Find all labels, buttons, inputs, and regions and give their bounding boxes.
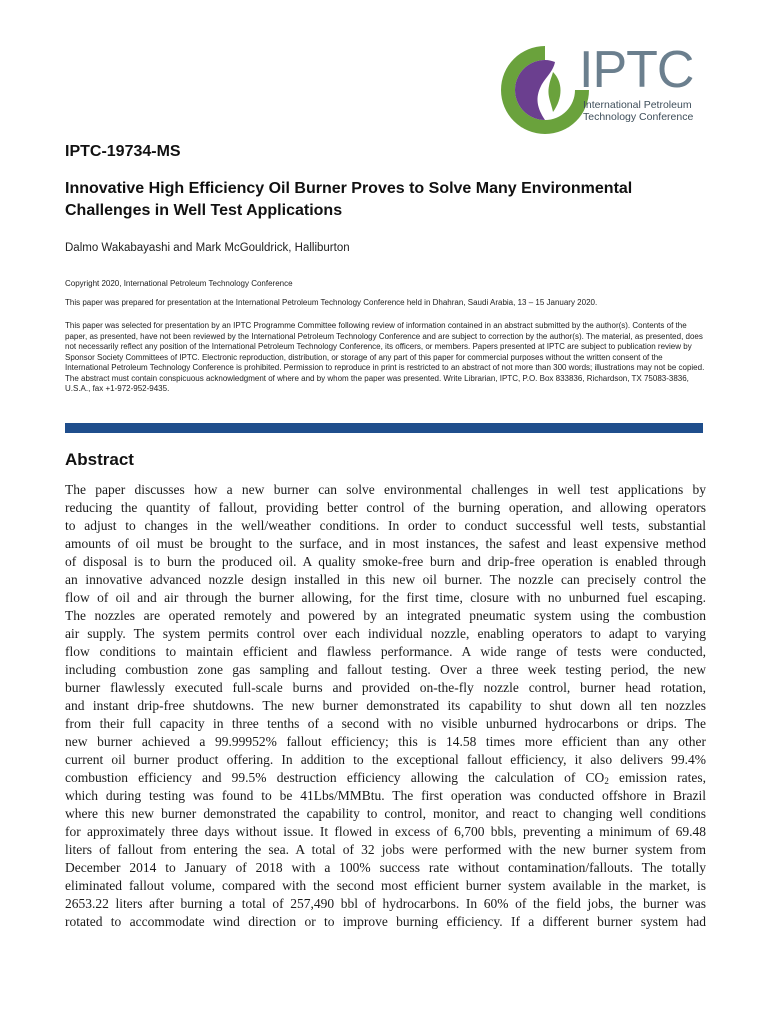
copyright-notice: Copyright 2020, International Petroleum Technology Conference [65,279,293,288]
abstract-line-co2 [65,769,706,787]
iptc-logo [497,42,712,138]
abstract-line: 2653.22 liters after burning a total of 257,490 bbl of hydrocarbons. In 60% of the field jobs, the burner was [65,896,706,911]
abstract-line: where this new burner demonstrated the capability to control, monitor, and react to changing well conditions [65,806,706,821]
presentation-notice: This paper was prepared for presentation at the International Petroleum Technology Conference held in Dhahran, Saudi Arabia, 13 – 15 January 2020. [65,298,598,307]
abstract-line: air supply. The system permits control over each individual nozzle, enabling operators to adapt to varying [65,626,706,641]
abstract-line: burner flawlessly executed full-scale burns and provided on-the-fly nozzle control, burner head rotation, [65,680,706,695]
abstract-line: which during testing was found to be 41Lbs/MMBtu. The first operation was conducted offshore in Brazil [65,788,706,803]
abstract-line: for approximately three days without issue. It flowed in excess of 6,700 bbls, preventing a minimum of 69.48 [65,824,706,839]
abstract-line: of disposal is to burn the produced oil. A quality smoke-free burn and drip-free operation is enabled through [65,554,706,569]
logo-subtitle-line-2: Technology Conference [583,111,694,123]
abstract-heading: Abstract [65,450,134,469]
co2-subscript: 2 [604,776,609,786]
abstract-line: current oil burner product offering. In addition to the exceptional fallout efficiency, it also delivers 99.4% [65,752,706,767]
abstract-line: flow of oil and air through the burner allowing, for the first time, closure with no unburned fuel escaping. [65,590,706,605]
abstract-line-co2-tail: emission rates, [608,770,706,785]
abstract-line: amounts of oil must be brought to the surface, and in most instances, the safest and least expensive method [65,536,706,551]
abstract-line: and instant drip-free shutdowns. The new burner demonstrated its capability to shut down all ten nozzles [65,698,706,713]
abstract-line: The paper discusses how a new burner can solve environmental challenges in well test applications by [65,482,706,497]
abstract-line: rotated to accommodate wind direction or to improve burning efficiency. If a different burner system had [65,914,706,929]
review-notice: This paper was selected for presentation by an IPTC Programme Committee following review of information contained in an abstract submitted by the author(s). Contents of the paper, as presented, have not been reviewed by the International Petroleum Technology Conference and are subject to correction by the author(s). The material, as presented, does not necessarily reflect any position of the International Petroleum Technology Conference, its officers, or members. Papers presented at IPTC are subject to publication review by Sponsor Society Committees of IPTC. Electronic reproduction, distribution, or storage of any part of this paper for commercial purposes without the written consent of the International Petroleum Technology Conference is prohibited. Permission to reproduce in print is restricted to an abstract of not more than 300 words; illustrations may not be copied. The abstract must contain conspicuous acknowledgment of where and by whom the paper was presented. Write Librarian, IPTC, P.O. Box 833836, Richardson, TX 75083-3836, U.S.A., fax +1-972-952-9435. [65,321,705,393]
abstract-line: flow conditions to maintain efficient and flawless performance. A wide range of tests were conducted, [65,644,706,659]
abstract-line: from their full capacity in three tenths of a second with no visible unburned hydrocarbons or drips. The [65,716,706,731]
abstract-line: eliminated fallout volume, compared with the second most efficient burner system available in the market, is [65,878,706,893]
abstract-line: December 2014 to January of 2018 with a 100% success rate without contamination/fallouts. The totally [65,860,706,875]
abstract-line: The nozzles are operated remotely and powered by an integrated pneumatic system using the combustion [65,608,706,623]
abstract-line-co2-head: combustion efficiency and 99.5% destruction efficiency allowing the calculation of CO [65,770,605,785]
abstract-line: liters of fallout from entering the sea. A total of 32 jobs were performed with the new burner system from [65,842,706,857]
logo-wordmark: IPTC [579,41,694,99]
abstract-line: an innovative advanced nozzle design installed in this new oil burner. The nozzle can precisely control the [65,572,706,587]
abstract-line: including combustion zone gas sampling and fallout testing. Over a three week testing period, the new [65,662,706,677]
paper-title: Innovative High Efficiency Oil Burner Proves to Solve Many Environmental Challenges in Well Test Applications [65,180,633,219]
logo-subtitle [583,99,693,123]
paper-id: IPTC-19734-MS [65,143,181,160]
abstract-line: new burner achieved a 99.99952% fallout efficiency; this is 14.58 times more efficient than any other [65,734,706,749]
abstract-body [65,481,706,931]
abstract-line: reducing the quantity of fallout, providing better control of the burning operation, and allowing operators [65,500,706,515]
logo-subtitle-line-1: International Petroleum [583,99,692,111]
authors: Dalmo Wakabayashi and Mark McGouldrick, Halliburton [65,242,350,254]
abstract-line: to adjust to changes in the well/weather conditions. In order to conduct successful well tests, substantial [65,518,706,533]
section-divider-bar [65,423,703,433]
